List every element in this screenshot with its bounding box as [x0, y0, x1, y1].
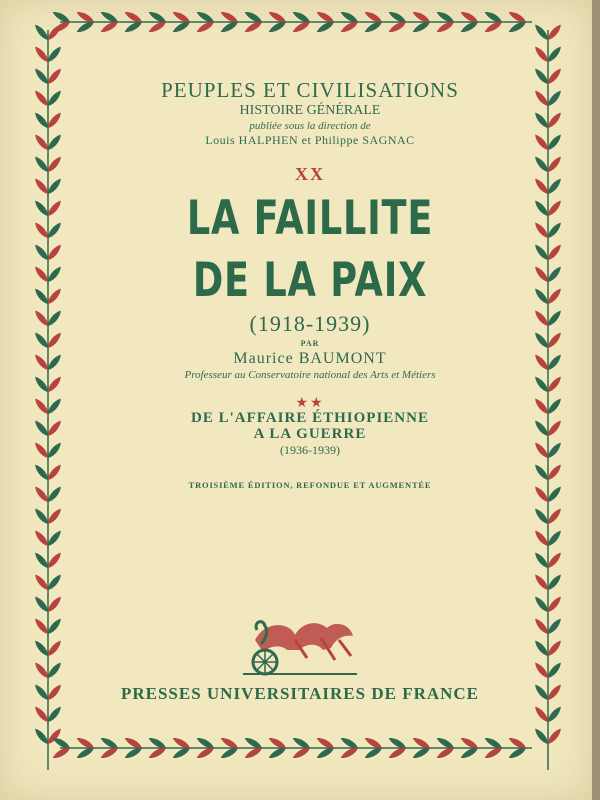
direction-note: publiée sous la direction de — [249, 120, 371, 132]
author-role: Professeur au Conservatoire national des Arts et Métiers — [184, 369, 436, 381]
volume-number: XX — [295, 164, 325, 184]
cover-text — [90, 70, 530, 490]
book-spine-edge — [592, 0, 600, 800]
publisher-name: PRESSES UNIVERSITAIRES DE FRANCE — [120, 684, 480, 703]
subtitle-line-2: A LA GUERRE — [253, 426, 367, 442]
title-dates: (1918-1939) — [249, 311, 371, 336]
author-name: Maurice BAUMONT — [233, 350, 387, 367]
series-title: PEUPLES ET CIVILISATIONS — [161, 78, 459, 102]
part-marker-stars: ★★ — [295, 395, 325, 411]
chariot-emblem-icon — [235, 610, 365, 680]
series-subtitle: HISTOIRE GÉNÉRALE — [239, 103, 381, 118]
title-line-2: DE LA PAIX — [192, 253, 428, 308]
subtitle-line-1: DE L'AFFAIRE ÉTHIOPIENNE — [191, 410, 429, 426]
subtitle-dates: (1936-1939) — [280, 443, 340, 457]
by-label: PAR — [300, 339, 320, 348]
editors: Louis HALPHEN et Philippe SAGNAC — [205, 133, 415, 147]
title-line-1: LA FAILLITE — [186, 191, 434, 246]
edition-note: TROISIÈME ÉDITION, REFONDUE ET AUGMENTÉE — [188, 480, 432, 490]
